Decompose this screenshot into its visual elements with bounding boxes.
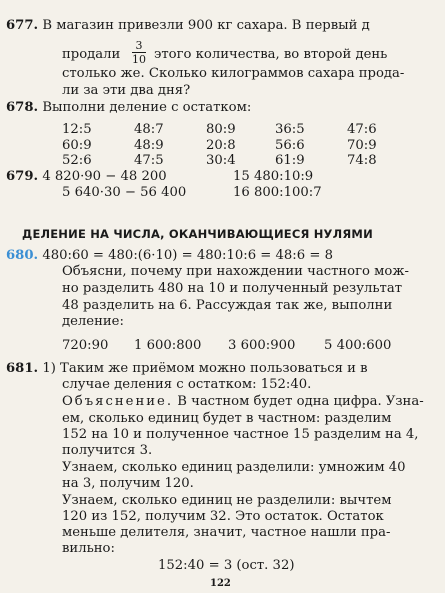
problem-text: Выполни деление с остатком: <box>42 100 252 115</box>
paragraph-line: 120 из 152, получим 32. Это остаток. Остаток <box>62 509 384 524</box>
paragraph-line: получится 3. <box>62 443 153 458</box>
paragraph-line: Объясни, почему при нахождении частного мож- <box>62 264 409 279</box>
problem-677-line-3: столько же. Сколько килограммов сахара прода- <box>62 66 405 81</box>
problem-number: 677. <box>6 18 39 33</box>
paragraph-line: деление: <box>62 314 124 329</box>
exercise-item: 5 400:600 <box>324 338 392 353</box>
fraction-3-10 <box>132 40 146 65</box>
paragraph-line: Узнаем, сколько единиц разделили: умножим 40 <box>62 460 406 475</box>
problem-677-line-4: ли за эти два дня? <box>62 83 191 98</box>
paragraph-line: случае деления с остатком: 152:40. <box>62 377 312 392</box>
result-formula: 152:40 = 3 (ост. 32) <box>158 558 295 573</box>
exercise-item: 720:90 <box>62 338 109 353</box>
table-cell: 60:9 <box>62 138 92 153</box>
table-cell: 70:9 <box>347 138 377 153</box>
table-cell: 48:9 <box>134 138 164 153</box>
problem-679-row-1 <box>6 169 167 185</box>
problem-677-line-2b: этого количества, во второй день <box>154 47 388 62</box>
table-cell: 12:5 <box>62 122 92 137</box>
paragraph-line: 48 разделить на 6. Рассуждая так же, выполни <box>62 298 393 313</box>
paragraph-line: 1) Таким же приёмом можно пользоваться и в <box>42 361 368 376</box>
table-cell: 20:8 <box>206 138 236 153</box>
paragraph-line: меньше делителя, значит, частное нашли пра- <box>62 525 391 540</box>
expression: 4 820·90 − 48 200 <box>42 169 167 184</box>
table-cell: 52:6 <box>62 153 92 168</box>
table-cell: 48:7 <box>134 122 164 137</box>
fraction-numerator: 3 <box>135 39 143 52</box>
paragraph-line: ем, сколько единиц будет в частном: разделим <box>62 411 392 426</box>
table-cell: 47:5 <box>134 153 164 168</box>
problem-number: 680. <box>6 248 39 263</box>
exercise-item: 3 600:900 <box>228 338 296 353</box>
table-cell: 30:4 <box>206 153 236 168</box>
fraction-denominator: 10 <box>132 53 146 66</box>
formula: 480:60 = 480:(6·10) = 480:10:6 = 48:6 = 8 <box>42 248 333 263</box>
table-cell: 61:9 <box>275 153 305 168</box>
expression: 16 800:100:7 <box>233 185 322 200</box>
expression: 15 480:10:9 <box>233 169 314 184</box>
table-cell: 80:9 <box>206 122 236 137</box>
problem-number: 681. <box>6 361 39 376</box>
paragraph-text: В частном будет одна цифра. Узна- <box>177 394 424 409</box>
explanation-label: Объяснение. <box>62 394 174 409</box>
table-cell: 36:5 <box>275 122 305 137</box>
section-title: ДЕЛЕНИЕ НА ЧИСЛА, ОКАНЧИВАЮЩИЕСЯ НУЛЯМИ <box>22 227 373 241</box>
page-number: 122 <box>210 578 231 589</box>
problem-677-line-2a: продали <box>62 47 121 62</box>
expression: 5 640·30 − 56 400 <box>62 185 187 200</box>
paragraph-line: вильно: <box>62 541 115 556</box>
paragraph-line: на 3, получим 120. <box>62 476 194 491</box>
problem-677-line-1 <box>6 18 370 34</box>
problem-text: В магазин привезли 900 кг сахара. В первый д <box>42 18 370 33</box>
paragraph-line: Узнаем, сколько единиц не разделили: вычтем <box>62 493 392 508</box>
paragraph-line: 152 на 10 и полученное частное 15 разделим на 4, <box>62 427 419 442</box>
problem-number: 678. <box>6 100 39 115</box>
problem-number: 679. <box>6 169 39 184</box>
problem-681-line-1 <box>6 361 368 377</box>
table-cell: 74:8 <box>347 153 377 168</box>
paragraph-line <box>62 394 424 410</box>
exercise-item: 1 600:800 <box>134 338 202 353</box>
problem-678-intro <box>6 100 251 116</box>
table-cell: 56:6 <box>275 138 305 153</box>
table-cell: 47:6 <box>347 122 377 137</box>
problem-680-formula <box>6 248 333 264</box>
paragraph-line: но разделить 480 на 10 и полученный результат <box>62 281 402 296</box>
